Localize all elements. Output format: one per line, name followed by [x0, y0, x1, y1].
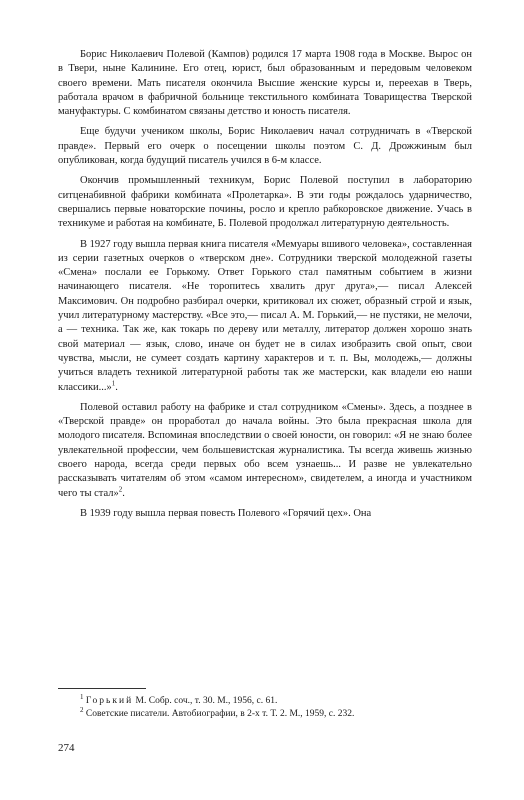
footnote-author: Горький [85, 696, 134, 706]
footnote-divider [58, 688, 146, 689]
paragraph: В 1939 году вышла первая повесть Полевого «Горячий цех». Она [80, 507, 372, 519]
footnote-ref[interactable]: 1 [111, 379, 116, 388]
footnote-text: Советские писатели. Автобиографии, в 2-х т. Т. 2. М., 1959, с. 232. [85, 709, 355, 719]
page-number: 274 [58, 742, 75, 754]
footnote-text: М. Собр. соч., т. 30. М., 1956, с. 61. [133, 696, 278, 706]
paragraph-text: Полевой оставил работу на фабрике и стал сотрудником «Смены». Здесь, а позднее в «Тверской правде» он проработал до начала войны. Это была прекрасная школа для молодого писателя. Вспоминая впоследствии о своей юности, он говорил: «Я не знаю более увлекательной профессии, чем большевистская журналистика. Ты всегда живешь жизнью своего народа, всегда среди первых обо всем узнаешь... И разве не увлекательно рассказывать читателям об этом «самом интересном», свидетелем, а иногда и участником чего ты стал» [58, 401, 472, 499]
footnote [58, 692, 472, 708]
paragraph: Борис Николаевич Полевой (Кампов) родился 17 марта 1908 года в Москве. Вырос он в Твери, ныне Калинине. Его отец, юрист, был образованным и передовым человеком своего времени. Мать писателя окончила Высшие женские курсы и, переехав в Тверь, работала врачом в фабричной больнице текстильного комбината Товарищества Тверской мануфактуры. С комбинатом связаны детство и юность писателя. [58, 49, 472, 118]
footnotes [58, 688, 472, 721]
paragraph: В 1927 году вышла первая книга писателя «Мемуары вшивого человека», составленная из серии газетных очерков о «тверском дне». Сотрудники тверской молодежной газеты «Смена» послали ее Горькому. Ответ Горького стал памятным событием в жизни начинающего писателя. «Не торопитесь хвалить друг друга»,— писал Алексей Максимович. Он подробно разбирал очерки, критиковал их сюжет, образный строй и язык, учил литературному мастерству. «Все это,— писал А. М. Горький,— не пустяки, не мелочи, а — техника. Так же, как токарь по дереву или металлу, литератор должен хорошо знать свой материал — язык, слово, иначе он будет не в силах изобразить свой опыт, свои чувства, мысли, не сумеет создать картину характеров и т. п. Вы, молодежь,— должны учиться владеть техникой литературной работы так же мастерски, как владели ею наши классики...»$^1$. [58, 238, 472, 393]
paragraph-text: В 1927 году вышла первая книга писателя «Мемуары вшивого человека», составленная из серии газетных очерков о «тверском дне». Сотрудники тверской молодежной газеты «Смена» послали ее Горькому. Ответ Горького стал памятным событием в жизни начинающего писателя. «Не торопитесь хвалить друг друга»,— писал Алексей Максимович. Он подробно разбирал очерки, критиковал их сюжет, образный строй и язык, учил литературному мастерству. «Все это,— писал А. М. Горький,— не пустяки, не мелочи, а — техника. Так же, как токарь по дереву или металлу, литератор должен хорошо знать свой материал — язык, слово, иначе он будет не в силах изобразить свой опыт, свои чувства, мысли, не сумеет создать картину характеров и т. п. Вы, молодежь,— должны учиться владеть техникой литературной работы так же мастерски, как владели ею наши классики...» [58, 238, 472, 393]
paragraph: Окончив промышленный техникум, Борис Полевой поступил в лабораторию ситценабивной фабрики комбината «Пролетарка». В эти годы рождалось ударничество, свершались первые новаторские почины, росло и крепло рабкоровское движение. Учась в техникуме и работая на комбинате, Б. Полевой продолжал литературную деятельность. [58, 175, 472, 230]
paragraph: Полевой оставил работу на фабрике и стал сотрудником «Смены». Здесь, а позднее в «Тверской правде» он проработал до начала войны. Это была прекрасная школа для молодого писателя. Вспоминая впоследствии о своей юности, он говорил: «Я не знаю более увлекательной профессии, чем большевистская журналистика. Ты всегда живешь жизнью своего народа, всегда среди первых обо всем узнаешь... И разве не увлекательно рассказывать читателям об этом «самом интересном», свидетелем, а иногда и участником чего ты стал»$^2$. [58, 401, 472, 499]
footnote-ref[interactable]: 2 [118, 485, 123, 494]
footnote [58, 705, 472, 721]
footnote-mark: 2 [80, 705, 84, 714]
page-body [58, 48, 472, 521]
footnote-mark: 1 [80, 692, 84, 701]
paragraph: Еще будучи учеником школы, Борис Николаевич начал сотрудничать в «Тверской правде». Первый его очерк о посещении школы поэтом С. Д. Дрожжиным был опубликован, когда будущий писатель учился в 6-м классе. [58, 126, 472, 167]
